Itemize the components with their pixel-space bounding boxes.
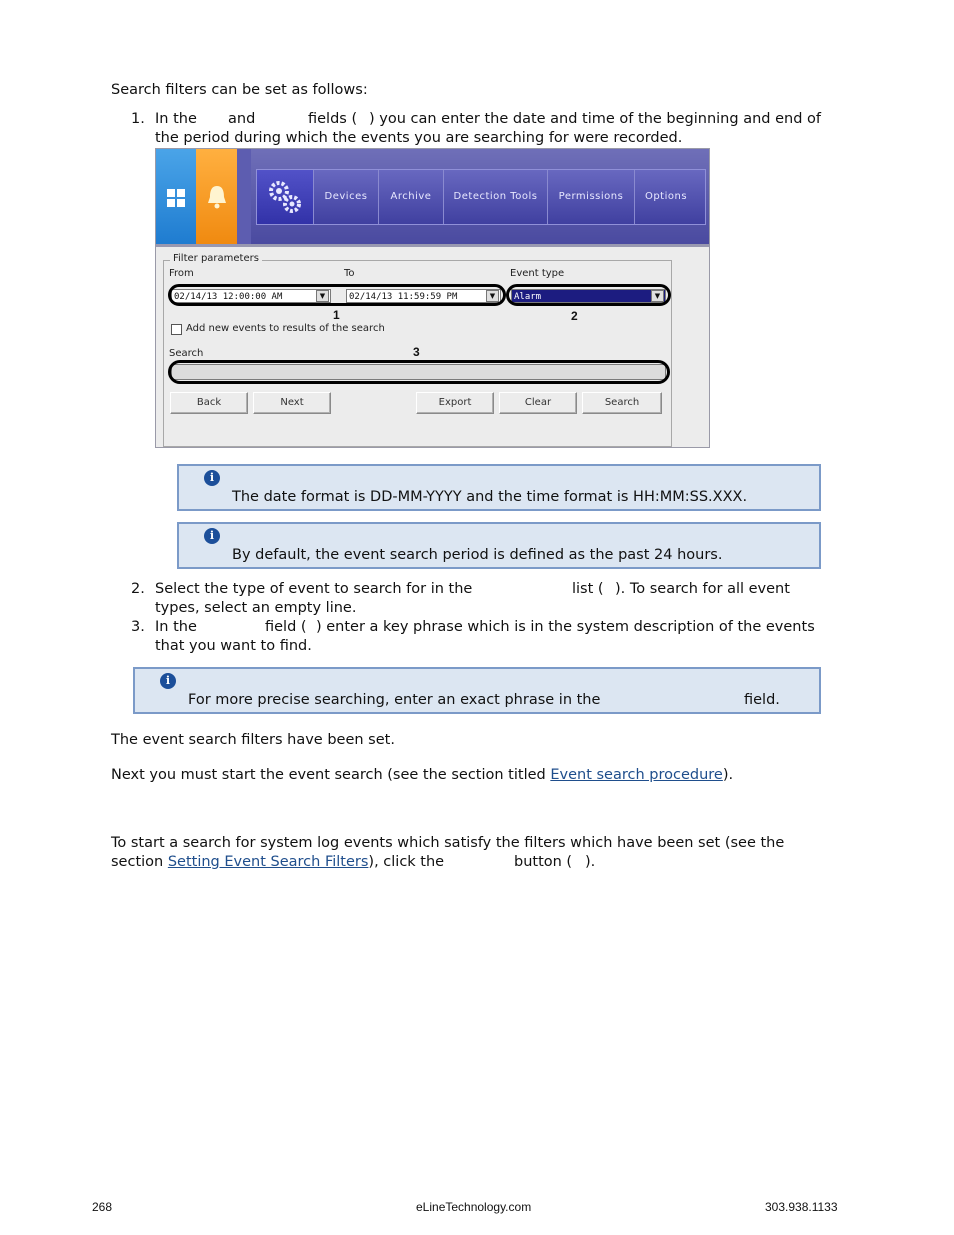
- gears-icon: [265, 177, 305, 217]
- windows-icon: [167, 189, 185, 207]
- windows-tile: [156, 149, 196, 244]
- filters-set-text: The event search filters have been set.: [111, 732, 395, 748]
- callout-number-2: 2: [571, 309, 578, 323]
- setting-event-search-filters-link[interactable]: Setting Event Search Filters: [167, 854, 369, 870]
- search-button[interactable]: Search: [582, 392, 662, 414]
- callout-number-1: 1: [333, 308, 340, 322]
- step1-text-a: In the: [155, 111, 197, 127]
- from-dropdown-arrow[interactable]: ▼: [316, 290, 329, 302]
- info-note-precise-search: [133, 667, 821, 714]
- filter-panel: [156, 244, 710, 448]
- step2-text-c: ). To search for all event: [615, 581, 790, 597]
- to-label: To: [344, 268, 355, 279]
- step1-text-c: fields (: [308, 111, 358, 127]
- export-button[interactable]: Export: [416, 392, 494, 414]
- callout-oval-1: [168, 284, 506, 306]
- step3-number: 3.: [131, 619, 145, 635]
- event-type-select[interactable]: Alarm: [511, 289, 666, 303]
- intro-text: Search filters can be set as follows:: [111, 82, 368, 98]
- next-button[interactable]: Next: [253, 392, 331, 414]
- divider-strip: [237, 149, 251, 244]
- step1-number: 1.: [131, 111, 145, 127]
- from-datetime-input[interactable]: 02/14/13 12:00:00 AM: [171, 289, 331, 303]
- to-dropdown-arrow[interactable]: ▼: [486, 290, 499, 302]
- info-icon: i: [204, 470, 220, 486]
- add-new-events-label: Add new events to results of the search: [186, 323, 385, 334]
- settings-tile[interactable]: [257, 170, 314, 224]
- step3-text-a: In the: [155, 619, 197, 635]
- next-step-paragraph: [111, 766, 733, 785]
- menu-detection-tools[interactable]: Detection Tools: [444, 170, 548, 224]
- alarm-tile: [196, 149, 237, 244]
- step1-text-d: ) you can enter the date and time of the beginning and end of: [369, 111, 821, 127]
- event-type-dropdown-arrow[interactable]: ▼: [651, 290, 664, 302]
- step3-text-c: ) enter a key phrase which is in the system description of the events: [316, 619, 815, 635]
- callout-number-3: 3: [413, 345, 420, 359]
- event-search-screenshot: [155, 148, 710, 448]
- bell-icon: [205, 184, 229, 210]
- main-menu: [256, 169, 706, 225]
- step2-text-a: Select the type of event to search for in the: [155, 581, 473, 597]
- start-search-text-a: section: [111, 854, 164, 870]
- footer-website: eLineTechnology.com: [416, 1200, 532, 1214]
- next-step-text-b: ).: [722, 767, 734, 783]
- menu-devices[interactable]: Devices: [314, 170, 379, 224]
- info-note-default-period: [177, 522, 821, 569]
- footer-page-number: 268: [92, 1200, 113, 1214]
- add-new-events-checkbox[interactable]: [171, 324, 182, 335]
- step2-text-b: list (: [572, 581, 604, 597]
- note-precise-search-text-a: For more precise searching, enter an exact phrase in the: [188, 692, 601, 708]
- step1-text-b: and: [228, 111, 256, 127]
- info-note-date-format: [177, 464, 821, 511]
- start-search-text-c: button (: [514, 854, 573, 870]
- next-step-text-a: Next you must start the event search (see the section titled: [111, 767, 546, 783]
- from-label: From: [169, 268, 194, 279]
- note-date-format-text: The date format is DD-MM-YYYY and the time format is HH:MM:SS.XXX.: [232, 489, 748, 505]
- step2-text-line2: types, select an empty line.: [155, 600, 357, 616]
- step2-number: 2.: [131, 581, 145, 597]
- info-icon: i: [204, 528, 220, 544]
- footer-phone: 303.938.1133: [765, 1200, 838, 1214]
- to-datetime-input[interactable]: 02/14/13 11:59:59 PM: [346, 289, 501, 303]
- event-type-label: Event type: [510, 268, 565, 279]
- start-search-paragraph: [111, 853, 444, 872]
- menu-permissions[interactable]: Permissions: [548, 170, 635, 224]
- note-precise-search-text-b: field.: [744, 692, 780, 708]
- step1-text-line2: the period during which the events you are searching for were recorded.: [155, 130, 683, 146]
- search-label: Search: [169, 348, 204, 359]
- top-bar: [156, 149, 710, 244]
- step3-text-b: field (: [265, 619, 307, 635]
- note-default-period-text: By default, the event search period is defined as the past 24 hours.: [232, 547, 723, 563]
- filter-parameters-title: Filter parameters: [170, 253, 262, 265]
- start-search-text-b: ), click the: [368, 854, 445, 870]
- info-icon: i: [160, 673, 176, 689]
- start-search-text-line1: To start a search for system log events which satisfy the filters which have been set (see the: [111, 835, 785, 851]
- callout-oval-3: [168, 360, 670, 384]
- menu-archive[interactable]: Archive: [379, 170, 444, 224]
- event-search-procedure-link[interactable]: Event search procedure: [550, 767, 723, 783]
- menu-options[interactable]: Options: [644, 191, 688, 202]
- clear-button[interactable]: Clear: [499, 392, 577, 414]
- start-search-text-d: ).: [585, 854, 596, 870]
- back-button[interactable]: Back: [170, 392, 248, 414]
- step3-text-line2: that you want to find.: [155, 638, 312, 654]
- callout-oval-2: [506, 284, 671, 306]
